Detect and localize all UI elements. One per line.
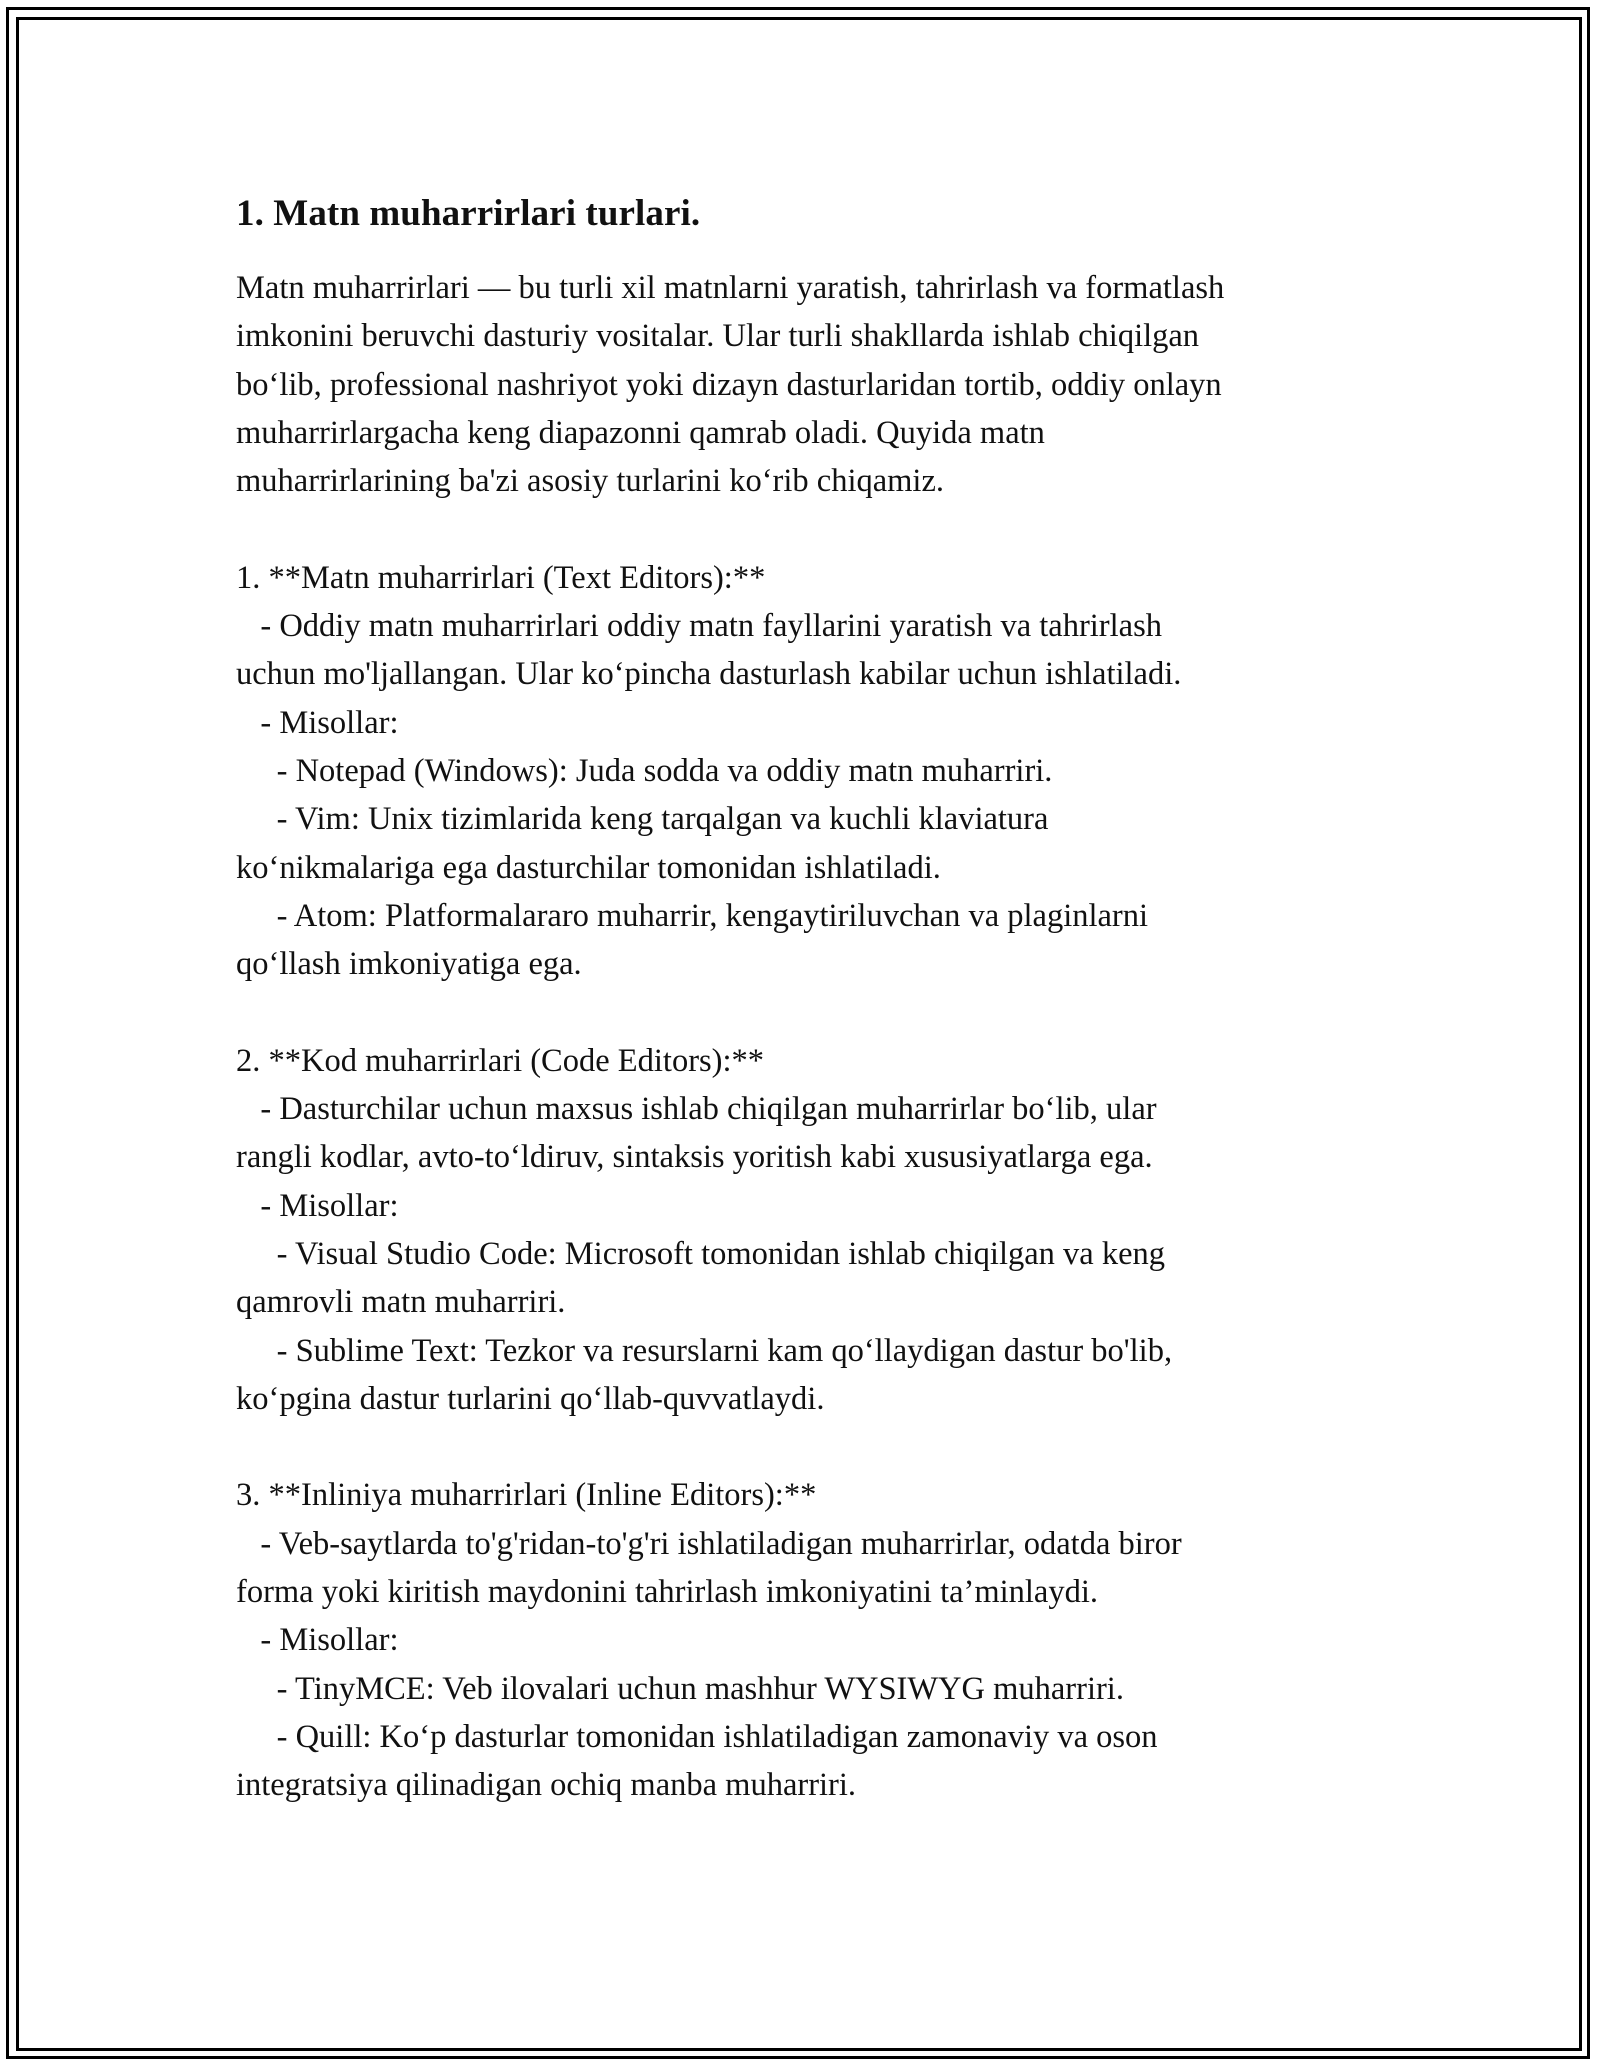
section-line: forma yoki kiritish maydonini tahrirlash imkoniyatini ta’minlaydi. [236,1574,1099,1611]
section-line: qamrovli matn muharriri. [236,1284,566,1321]
section-line: - Vim: Unix tizimlarida keng tarqalgan va kuchli klaviatura [236,801,1049,838]
section-line: - TinyMCE: Veb ilovalari uchun mashhur WYSIWYG muharriri. [236,1670,1124,1707]
intro-line: imkonini beruvchi dasturiy vositalar. Ular turli shakllarda ishlab chiqilgan [236,318,1200,355]
section-line: ko‘nikmalariga ega dasturchilar tomonidan ishlatiladi. [236,849,941,886]
section-text-editors [236,554,1386,989]
blank-line [236,505,1386,553]
section-line: - Misollar: [236,704,399,741]
section-inline-editors [236,1471,1386,1809]
blank-line [236,988,1386,1036]
section-line: - Misollar: [236,1622,399,1659]
section-line: qo‘llash imkoniyatiga ega. [236,946,582,983]
section-line: rangli kodlar, avto-to‘ldiruv, sintaksis yoritish kabi xususiyatlarga ega. [236,1139,1153,1176]
section-line: - Visual Studio Code: Microsoft tomonidan ishlab chiqilgan va keng [236,1235,1166,1272]
section-code-editors [236,1037,1386,1423]
section-line: - Atom: Platformalararo muharrir, kengaytiriluvchan va plaginlarni [236,897,1149,934]
section-line: - Sublime Text: Tezkor va resurslarni kam qo‘llaydigan dastur bo'lib, [236,1332,1173,1369]
document-page [236,186,1386,1810]
intro-paragraph [236,264,1386,505]
section-line: uchun mo'ljallangan. Ular ko‘pincha dasturlash kabilar uchun ishlatiladi. [236,656,1182,693]
section-line: - Notepad (Windows): Juda sodda va oddiy matn muharriri. [236,752,1053,789]
section-line: - Oddiy matn muharrirlari oddiy matn fayllarini yaratish va tahrirlash [236,608,1162,645]
section-line: - Veb-saytlarda to'g'ridan-to'g'ri ishlatiladigan muharrirlar, odatda biror [236,1525,1182,1562]
section-heading: 3. **Inliniya muharrirlari (Inline Editors):** [236,1477,817,1514]
section-line: integratsiya qilinadigan ochiq manba muharriri. [236,1767,857,1804]
section-line: - Quill: Ko‘p dasturlar tomonidan ishlatiladigan zamonaviy va oson [236,1718,1158,1755]
section-line: - Dasturchilar uchun maxsus ishlab chiqilgan muharrirlar bo‘lib, ular [236,1091,1157,1128]
section-heading: 1. **Matn muharrirlari (Text Editors):** [236,559,766,596]
document-heading: 1. Matn muharrirlari turlari. [236,193,701,234]
intro-line: muharrirlargacha keng diapazonni qamrab oladi. Quyida matn [236,414,1045,451]
section-heading: 2. **Kod muharrirlari (Code Editors):** [236,1042,765,1079]
intro-line: Matn muharrirlari — bu turli xil matnlarni yaratish, tahrirlash va formatlash [236,270,1225,306]
section-line: - Misollar: [236,1187,399,1224]
intro-line: muharrirlarining ba'zi asosiy turlarini ko‘rib chiqamiz. [236,463,945,500]
blank-line [236,1423,1386,1471]
section-line: ko‘pgina dastur turlarini qo‘llab-quvvatlaydi. [236,1380,825,1417]
intro-line: bo‘lib, professional nashriyot yoki dizayn dasturlaridan tortib, oddiy onlayn [236,366,1222,403]
